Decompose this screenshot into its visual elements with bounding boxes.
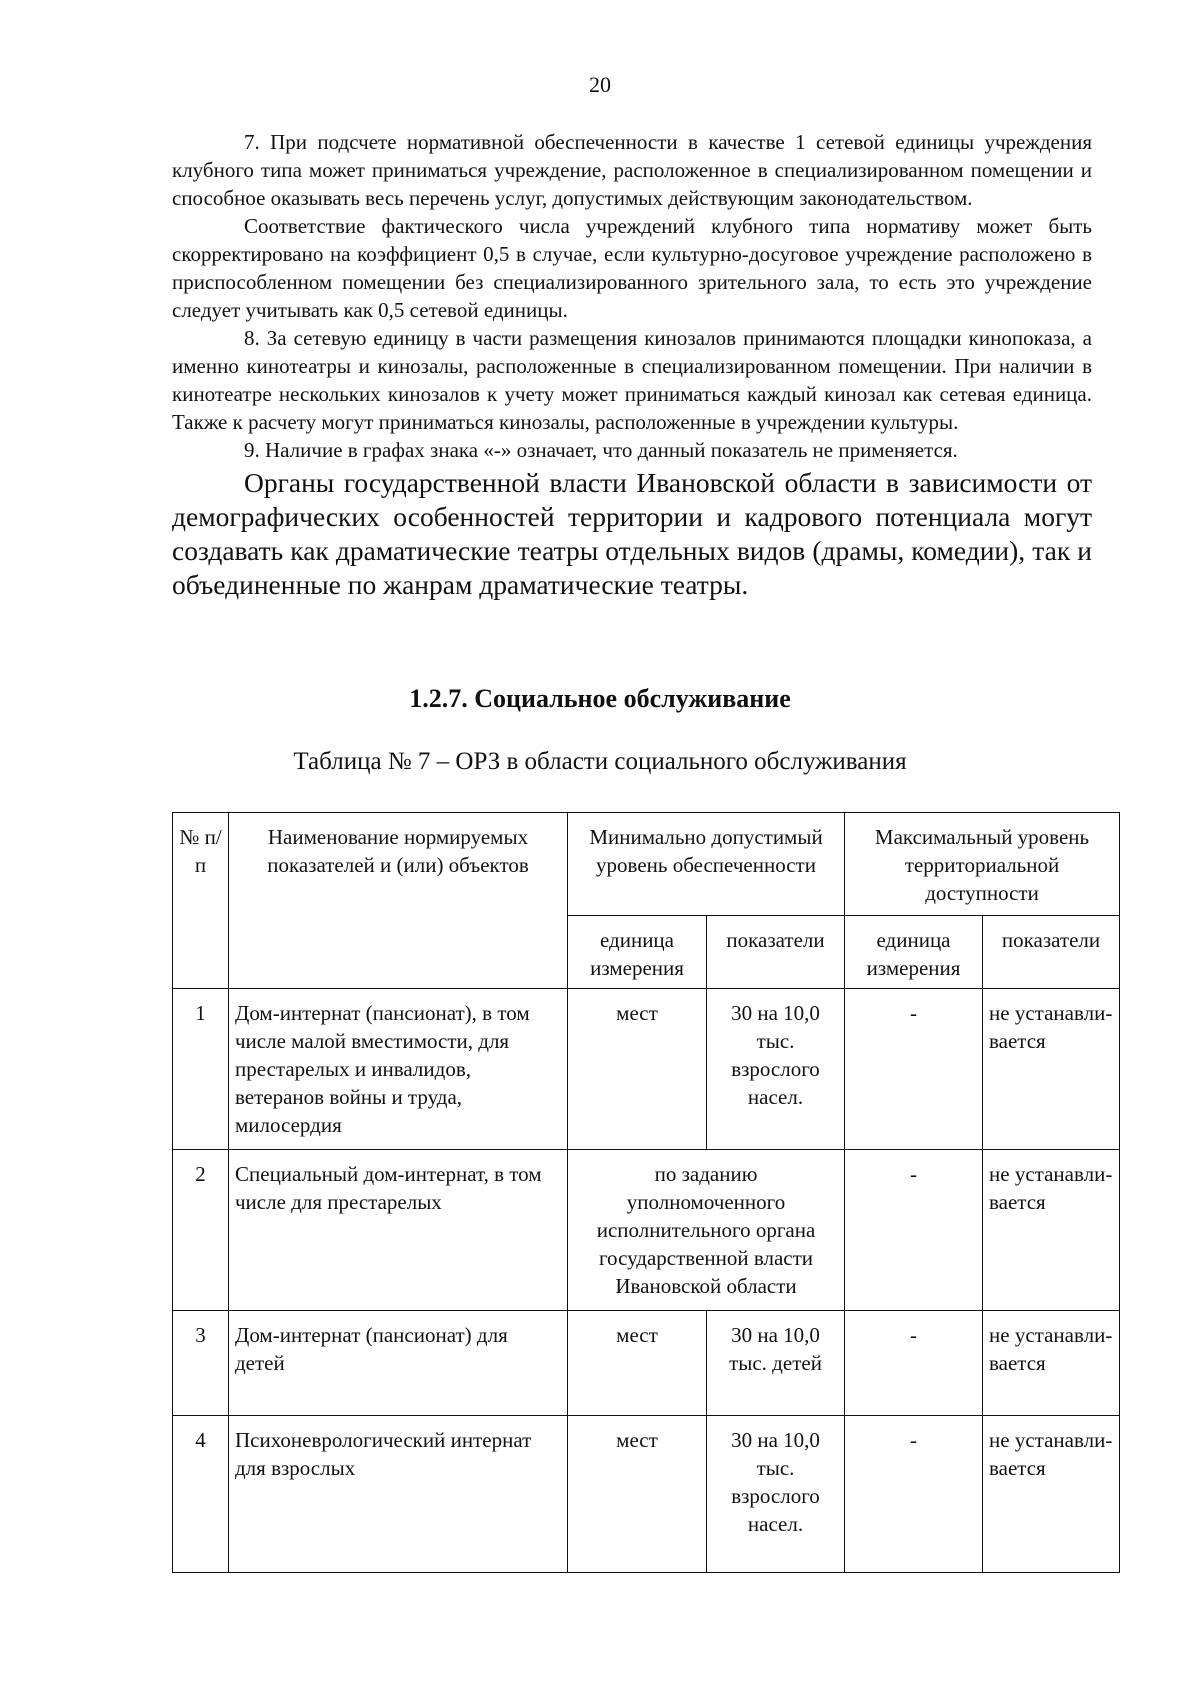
table-row [173,989,1120,1150]
row-min-value: 30 на 10,0 тыс. детей [707,1311,845,1416]
paragraph-7: 7. При подсчете нормативной обеспеченности в качестве 1 сетевой единицы учреждения клубного типа может приниматься учреждение, расположенное в специализированном помещении и способное оказывать весь перечень услуг, допустимых действующим законодательством. [172,130,1092,210]
row-max-value: не устанавли-вается [983,1311,1120,1416]
row-name: Дом-интернат (пансионат) для детей [229,1311,568,1416]
row-num: 2 [173,1150,229,1311]
paragraph-8: 8. За сетевую единицу в части размещения кинозалов принимаются площадки кинопоказа, а именно кинотеатры и кинозалы, расположенные в специализированном помещении. При наличии в кинотеатре нескольких кинозалов к учету может приниматься каждый кинозал как сетевая единица. Также к расчету могут приниматься кинозалы, расположенные в учреждении культуры. [172,326,1092,434]
header-max-level: Максимальный уровень территориальной доступности [845,813,1120,916]
paragraph-correction: Соответствие фактического числа учреждений клубного типа нормативу может быть скорректировано на коэффициент 0,5 в случае, если культурно-досуговое учреждение расположено в приспособленном помещении без специализированного зрительного зала, то есть это учреждение следует учитывать как 0,5 сетевой единицы. [172,214,1092,322]
row-name: Дом-интернат (пансионат), в том числе малой вместимости, для престарелых и инвалидов, ветеранов войны и труда, милосердия [229,989,568,1150]
paragraph-9: 9. Наличие в графах знака «-» означает, что данный показатель не применяется. [244,438,958,462]
table-row [173,1150,1120,1311]
row-name: Психоневрологический интернат для взрослых [229,1416,568,1573]
row-min-unit: мест [568,1311,707,1416]
row-num: 1 [173,989,229,1150]
header-num: № п/п [173,813,229,989]
social-service-table [172,812,1120,1573]
row-name: Специальный дом-интернат, в том числе для престарелых [229,1150,568,1311]
section-title: 1.2.7. Социальное обслуживание [409,684,791,713]
row-min-value: 30 на 10,0 тыс. взрослого насел. [707,1416,845,1573]
row-max-unit: - [845,1311,983,1416]
table-caption: Таблица № 7 – ОРЗ в области социального обслуживания [293,748,907,775]
header-max-unit: единица измерения [845,916,983,989]
row-min-value: 30 на 10,0 тыс. взрослого насел. [707,989,845,1150]
table-row [173,1416,1120,1573]
row-max-value: не устанавли-вается [983,1416,1120,1573]
row-max-unit: - [845,989,983,1150]
row-num: 4 [173,1416,229,1573]
row-min-merged: по заданию уполномоченного исполнительного органа государственной власти Ивановской области [568,1150,845,1311]
table-row [173,1311,1120,1416]
paragraph-theatres: Органы государственной власти Ивановской области в зависимости от демографических особенностей территории и кадрового потенциала могут создавать как драматические театры отдельных видов (драмы, комедии), так и объединенные по жанрам драматические театры. [172,467,1092,600]
row-max-unit: - [845,1150,983,1311]
header-min-indicators: показатели [707,916,845,989]
header-max-indicators: показатели [983,916,1120,989]
row-min-unit: мест [568,989,707,1150]
row-min-unit: мест [568,1416,707,1573]
row-max-unit: - [845,1416,983,1573]
page-number: 20 [589,72,611,97]
row-num: 3 [173,1311,229,1416]
row-max-value: не устанавли-вается [983,1150,1120,1311]
header-min-unit: единица измерения [568,916,707,989]
row-max-value: не устанавли-вается [983,989,1120,1150]
header-name: Наименование нормируемых показателей и (или) объектов [229,813,568,989]
header-min-level: Минимально допустимый уровень обеспеченности [568,813,845,916]
body-text [172,128,1092,602]
table-header-row [173,813,1120,916]
